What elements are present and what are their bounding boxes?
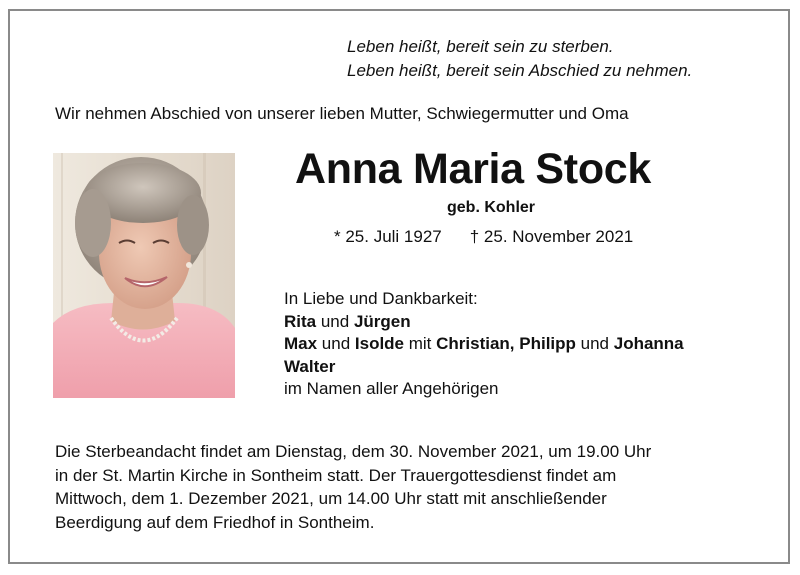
intro-text: Wir nehmen Abschied von unserer lieben Mutter, Schwiegermutter und Oma — [55, 104, 629, 123]
portrait-photo — [53, 153, 235, 398]
birth-date: * 25. Juli 1927 — [334, 227, 442, 246]
funeral-line-3: Mittwoch, dem 1. Dezember 2021, um 14.00 Uhr statt mit anschließender — [55, 489, 607, 508]
mourner-joiner: mit — [404, 334, 437, 353]
mourner-name: Isolde — [354, 334, 405, 353]
mourner-name: Christian, Philipp — [436, 334, 576, 353]
mourner-name: Walter — [284, 356, 336, 376]
mourner-name: Rita — [284, 311, 317, 331]
mourners-block — [284, 288, 684, 401]
funeral-line-2: in der St. Martin Kirche in Sontheim statt. Der Trauergottesdienst findet am — [55, 465, 617, 485]
mourners-line-3 — [284, 356, 684, 379]
mourners-line-1 — [284, 311, 684, 334]
mourners-line-2 — [284, 333, 684, 356]
mourner-name: Jürgen — [353, 311, 411, 331]
death-date: † 25. November 2021 — [469, 227, 634, 246]
mourner-name: Johanna — [613, 334, 684, 353]
funeral-details — [55, 440, 651, 534]
deceased-name: Anna Maria Stock — [295, 145, 652, 193]
mourner-joiner: und — [317, 334, 355, 353]
mourner-joiner: und — [575, 334, 614, 353]
motto — [347, 35, 692, 83]
mourners-closing: im Namen aller Angehörigen — [284, 379, 499, 398]
mourner-name: Max — [284, 334, 318, 353]
mourner-joiner: und — [316, 311, 354, 331]
mourners-opening: In Liebe und Dankbarkeit: — [284, 289, 478, 308]
funeral-line-4: Beerdigung auf dem Friedhof in Sontheim. — [55, 512, 375, 532]
maiden-name: geb. Kohler — [447, 199, 536, 216]
funeral-line-1: Die Sterbeandacht findet am Dienstag, dem 30. November 2021, um 19.00 Uhr — [55, 442, 652, 461]
motto-line-2: Leben heißt, bereit sein Abschied zu nehmen. — [347, 61, 693, 80]
motto-line-1: Leben heißt, bereit sein zu sterben. — [347, 37, 614, 56]
life-dates — [334, 226, 633, 248]
